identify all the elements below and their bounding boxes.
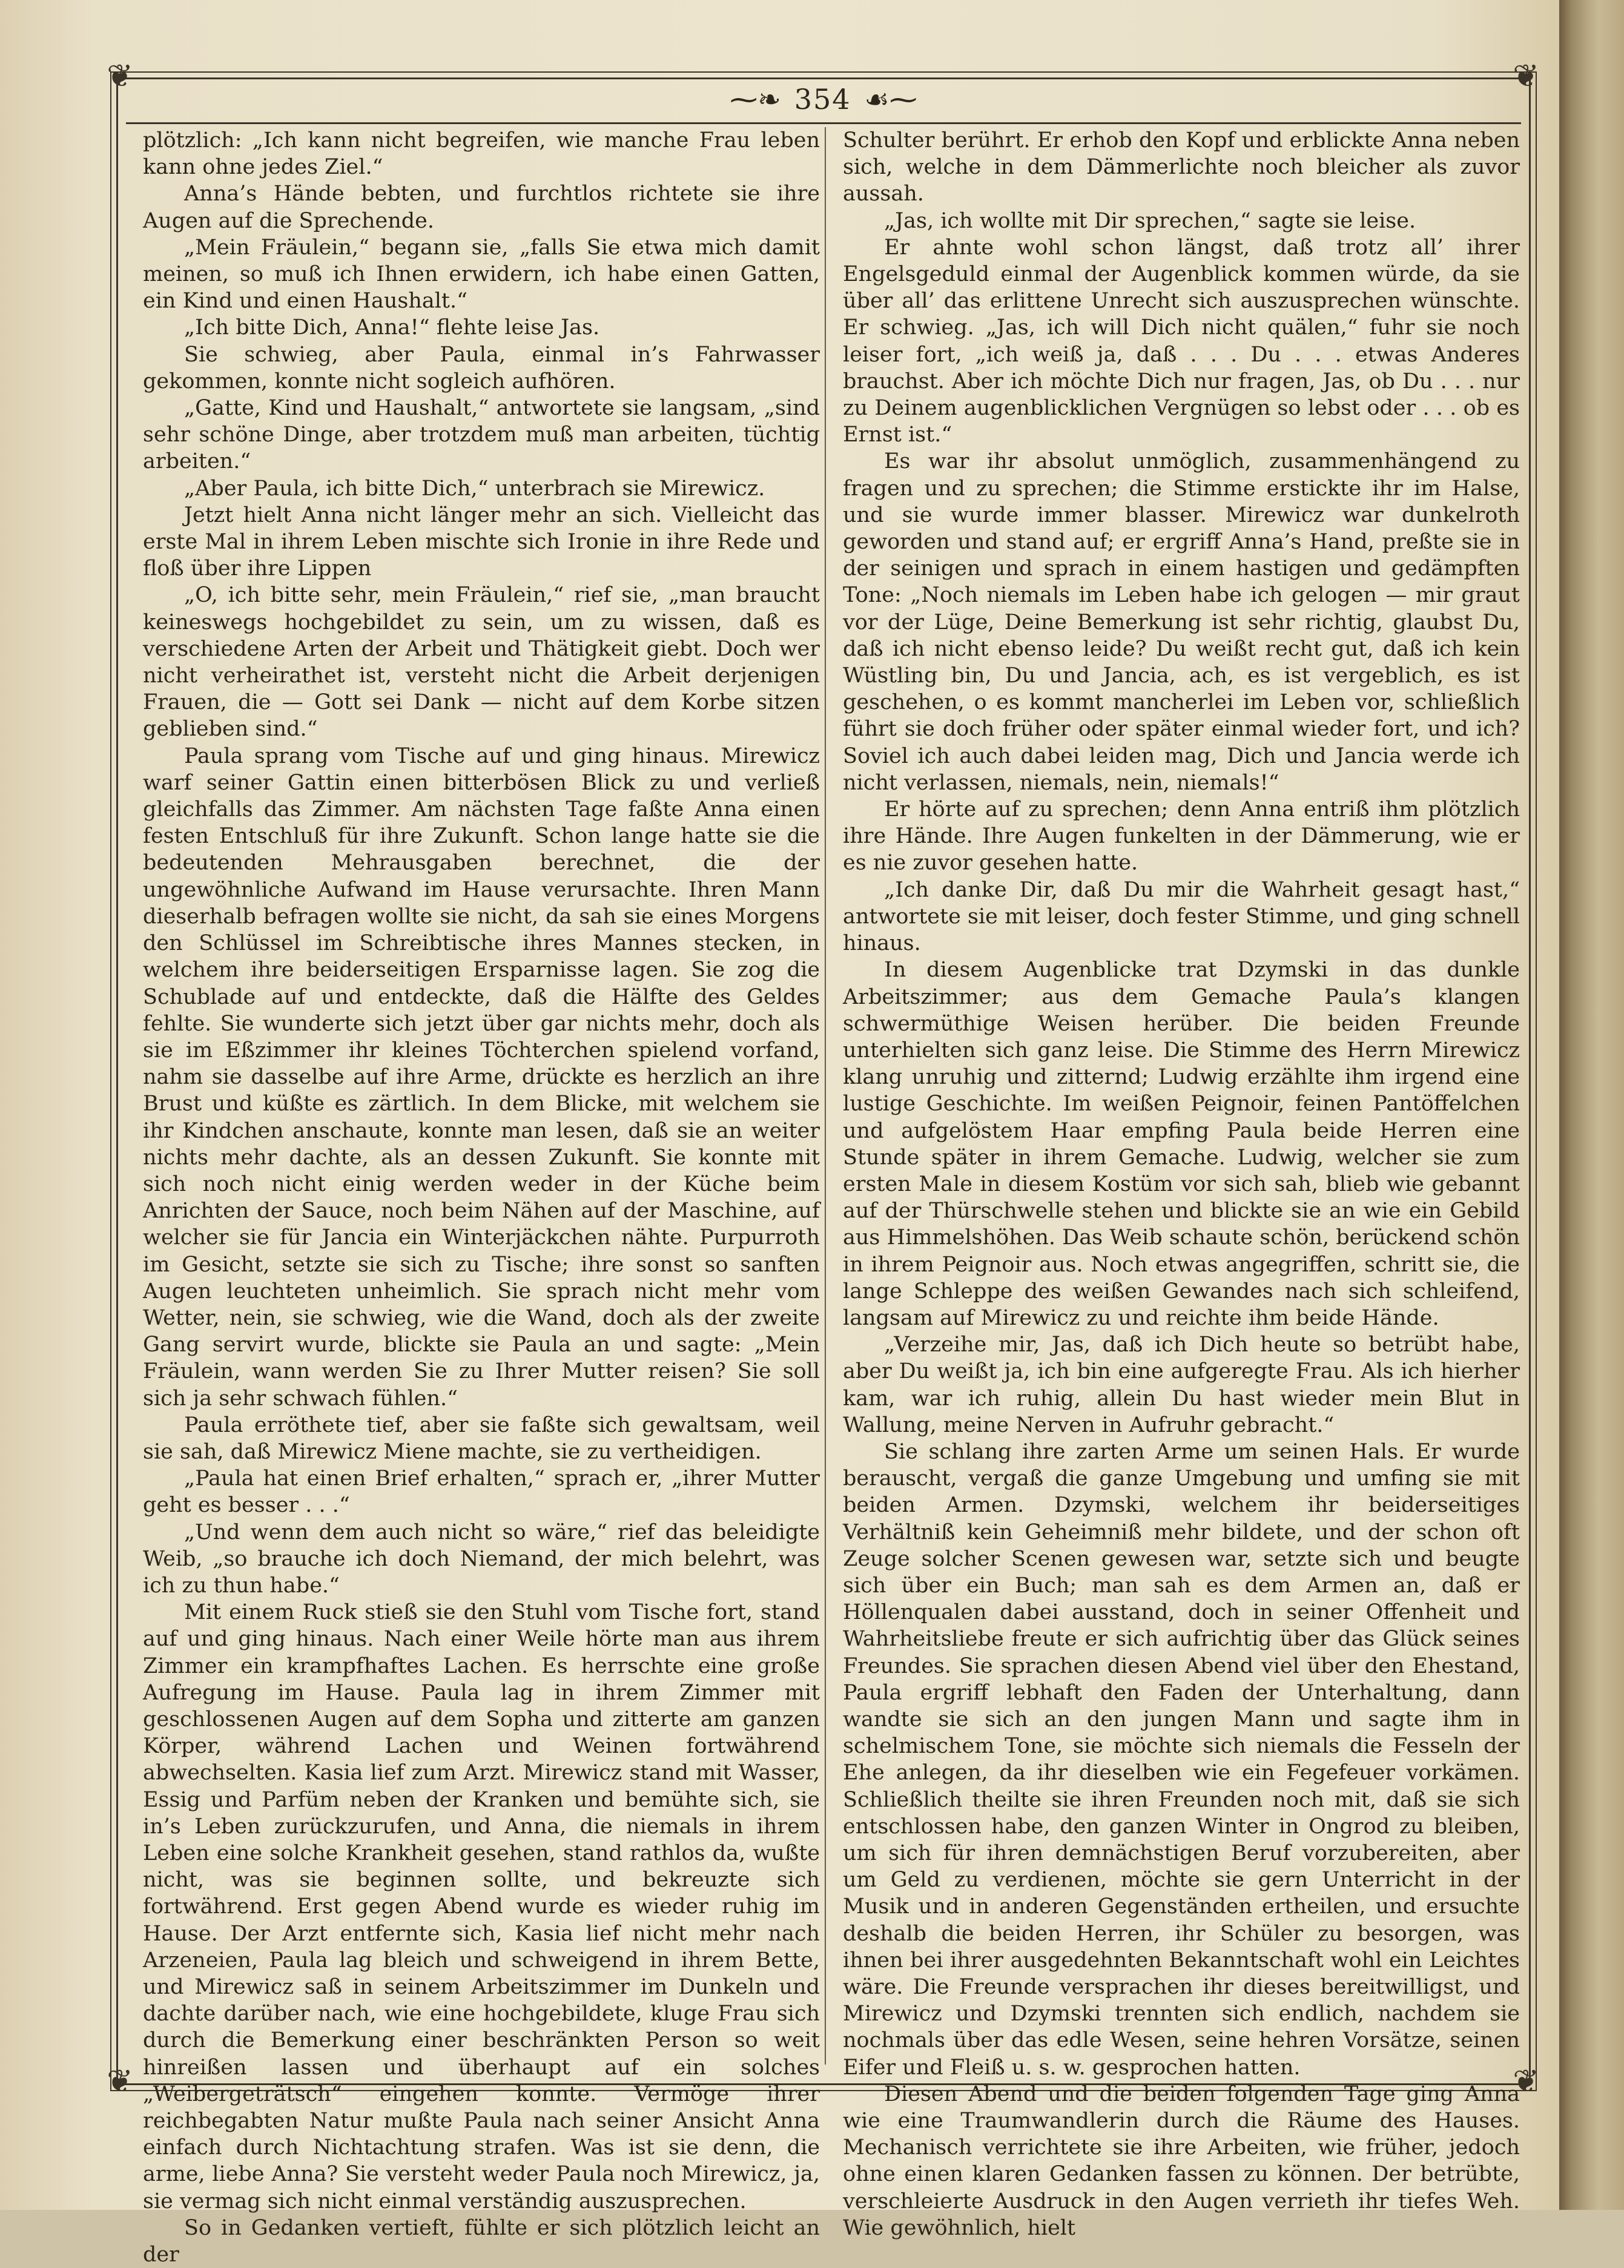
paragraph: Sie schlang ihre zarten Arme um seinen Hals. Er wurde berauscht, vergaß die ganze Umgebung und umfing sie mit beiden Armen. Dzymski, welchem ihr beiderseitiges Verhältniß kein Geheimniß mehr bildete, und der schon oft Zeuge solcher Scenen gewesen war, setzte sich und beugte sich über ein Buch; man sah es dem Armen an, daß er Höllenqualen dabei ausstand, doch in seiner Offenheit und Wahrheitsliebe freute er sich aufrichtig über das Glück seines Freundes. Sie sprachen diesen Abend viel über den Ehestand, Paula ergriff lebhaft den Faden der Unterhaltung, dann wandte sie sich an den jungen Mann und sagte ihm in schelmischem Tone, sie möchte sich niemals die Fesseln der Ehe anlegen, da ihr dieselben wie ein Fegefeuer vorkämen. Schließlich theilte sie ihren Freunden noch mit, daß sie sich entschlossen habe, den ganzen Winter in Ongrod zu bleiben, um sich für ihren demnächstigen Beruf vorzubereiten, aber um Geld zu verdienen, möchte sie gern Unterricht in der Musik und in anderen Gegenständen ertheilen, und ersuchte deshalb die beiden Herren, ihr Schüler zu besorgen, was ihnen bei ihrer ausgedehnten Bekanntschaft wohl ein Leichtes wäre. Die Freunde versprachen ihr dieses bereitwilligst, und Mirewicz und Dzymski trennten sich endlich, nachdem sie nochmals über das edle Wesen, seine hehren Vorsätze, seinen Eifer und Fleiß u. s. w. gesprochen hatten. (843, 1439, 1520, 2080)
paragraph: So in Gedanken vertieft, fühlte er sich plötzlich leicht an der (143, 2215, 820, 2267)
paragraph: „Jas, ich wollte mit Dir sprechen,“ sagte sie leise. (884, 208, 1416, 233)
left-flourish-icon: ⁓❧ (730, 83, 781, 116)
column-divider (825, 127, 826, 2065)
paragraph: Paula erröthete tief, aber sie faßte sich gewaltsam, weil sie sah, daß Mirewicz Miene machte, sie zu vertheidigen. (143, 1413, 820, 1464)
corner-ornament-icon: ❦ (1513, 58, 1539, 94)
paragraph: Sie schwieg, aber Paula, einmal in’s Fahrwasser gekommen, konnte nicht sogleich aufhören. (143, 342, 820, 394)
paragraph: „Verzeihe mir, Jas, daß ich Dich heute so betrübt habe, aber Du weißt ja, ich bin eine aufgeregte Frau. Als ich hierher kam, war ich ruhig, allein Du hast wieder mein Blut in Wallung, meine Nerven in Aufruhr gebracht.“ (843, 1333, 1520, 1437)
paragraph: „Ich bitte Dich, Anna!“ flehte leise Jas. (184, 315, 600, 340)
paragraph: „Mein Fräulein,“ begann sie, „falls Sie etwa mich damit meinen, so muß ich Ihnen erwidern, ich habe einen Gatten, ein Kind und einen Haushalt.“ (143, 235, 820, 314)
corner-ornament-icon: ❦ (1513, 2063, 1539, 2100)
paragraph: Paula sprang vom Tische auf und ging hinaus. Mirewicz warf seiner Gattin einen bitterbösen Blick zu und verließ gleichfalls das Zimmer. Am nächsten Tage faßte Anna einen festen Entschluß für ihre Zukunft. Schon lange hatte sie die bedeutenden Mehrausgaben berechnet, die der ungewöhnliche Aufwand im Hause verursachte. Ihren Mann dieserhalb befragen wollte sie nicht, da sah sie eines Morgens den Schlüssel im Schreibtische ihres Mannes stecken, in welchem ihre beiderseitigen Ersparnisse lagen. Sie zog die Schublade auf und entdeckte, daß die Hälfte des Geldes fehlte. Sie wunderte sich jetzt über gar nichts mehr, doch als sie im Eßzimmer ihr kleines Töchterchen spielend vorfand, nahm sie dasselbe auf ihre Arme, drückte es herzlich an ihre Brust und küßte es zärtlich. In dem Blicke, mit welchem sie ihr Kindchen anschaute, konnte man lesen, daß sie an weiter nichts mehr dachte, als an dessen Zukunft. Sie konnte mit sich noch nicht einig werden weder in der Küche beim Anrichten der Sauce, noch beim Nähen auf der Maschine, auf welcher sie für Jancia ein Winterjäckchen nähte. Purpurroth im Gesicht, setzte sie sich zu Tische; ihre sonst so sanften Augen leuchteten unheimlich. Sie sprach nicht mehr vom Wetter, nein, sie schwieg, wie die Wand, doch als der zweite Gang servirt wurde, blickte sie Paula an und sagte: „Mein Fräulein, wann werden Sie zu Ihrer Mutter reisen? Sie soll sich ja sehr schwach fühlen.“ (143, 743, 820, 1411)
paragraph: „Aber Paula, ich bitte Dich,“ unterbrach sie Mirewicz. (184, 476, 765, 501)
paragraph: Mit einem Ruck stieß sie den Stuhl vom Tische fort, stand auf und ging hinaus. Nach einer Weile hörte man aus ihrem Zimmer ein krampfhaftes Lachen. Es herrschte eine große Aufregung im Hause. Paula lag in ihrem Zimmer mit geschlossenen Augen auf dem Sopha und zitterte am ganzen Körper, während Lachen und Weinen fortwährend abwechselten. Kasia lief zum Arzt. Mirewicz stand mit Wasser, Essig und Parfüm neben der Kranken und bemühte sich, sie in’s Leben zurückzurufen, und Anna, die niemals in ihrem Leben eine solche Krankheit gesehen, stand rathlos da, wußte nicht, was sie beginnen sollte, und bekreuzte sich fortwährend. Erst gegen Abend wurde es wieder ruhig im Hause. Der Arzt entfernte sich, Kasia lief nicht mehr nach Arzeneien, Paula lag bleich und schweigend in ihrem Bette, und Mirewicz saß in seinem Arbeitszimmer im Dunkeln und dachte darüber nach, wie eine hochgebildete, kluge Frau sich durch die Bemerkung einer beschränkten Person so weit hinreißen lassen und überhaupt auf ein solches „Weibergeträtsch“ eingehen konnte. Vermöge ihrer reichbegabten Natur mußte Paula nach seiner Ansicht Anna einfach durch Nichtachtung strafen. Was ist sie denn, die arme, liebe Anna? Sie versteht weder Paula noch Mirewicz, ja, sie vermag sich nicht einmal verständig auszusprechen. (143, 1600, 820, 2214)
paragraph: Er ahnte wohl schon längst, daß trotz all’ ihrer Engelsgeduld einmal der Augenblick kommen würde, da sie über all’ das erlittene Unrecht sich auszusprechen wünschte. Er schwieg. „Jas, ich will Dich nicht quälen,“ fuhr sie noch leiser fort, „ich weiß ja, daß . . . Du . . . etwas Anderes brauchst. Aber ich möchte Dich nur fragen, Jas, ob Du . . . nur zu Deinem augenblicklichen Vergnügen so lebst oder . . . ob es Ernst ist.“ (843, 235, 1520, 447)
paragraph: Diesen Abend und die beiden folgenden Tage ging Anna wie eine Traumwandlerin durch die Räume des Hauses. Mechanisch verrichtete sie ihre Arbeiten, wie früher, jedoch ohne einen klaren Gedanken fassen zu können. Der betrübte, verschleierte Ausdruck in den Augen verrieth ihr tiefes Weh. Wie gewöhnlich, hielt (843, 2082, 1520, 2240)
adjacent-page-edge (1559, 0, 1624, 2210)
right-flourish-icon: ☙⁓ (864, 83, 917, 116)
page-number: 354 (794, 83, 851, 116)
paragraph: Es war ihr absolut unmöglich, zusammenhängend zu fragen und zu sprechen; die Stimme erstickte ihr im Halse, und sie wurde immer blasser. Mirewicz war dunkelroth geworden und stand auf; er ergriff Anna’s Hand, preßte sie in der seinigen und sprach in einem hastigen und gedämpften Tone: „Noch niemals im Leben habe ich gelogen — mir graut vor der Lüge, Deine Bemerkung ist sehr richtig, glaubst Du, daß ich nicht ebenso leide? Du weißt recht gut, daß ich kein Wüstling bin, Du und Jancia, ach, es ist vergeblich, es ist geschehen, o es kommt mancherlei im Leben vor, schließlich führt sie doch früher oder später einmal wieder fort, und ich? Soviel ich auch dabei leiden mag, Dich und Jancia werde ich nicht verlassen, niemals, nein, niemals!“ (843, 449, 1520, 795)
paragraph: „Und wenn dem auch nicht so wäre,“ rief das beleidigte Weib, „so brauche ich doch Niemand, der mich belehrt, was ich zu thun habe.“ (143, 1520, 820, 1598)
paragraph: „Paula hat einen Brief erhalten,“ sprach er, „ihrer Mutter geht es besser . . .“ (143, 1466, 820, 1518)
page-header (116, 77, 1531, 121)
paragraph: Er hörte auf zu sprechen; denn Anna entriß ihm plötzlich ihre Hände. Ihre Augen funkelten in der Dämmerung, wie er es nie zuvor gesehen hatte. (843, 797, 1520, 875)
paragraph: „Ich danke Dir, daß Du mir die Wahrheit gesagt hast,“ antwortete sie mit leiser, doch fester Stimme, und ging schnell hinaus. (843, 877, 1520, 956)
paragraph: In diesem Augenblicke trat Dzymski in das dunkle Arbeitszimmer; aus dem Gemache Paula’s klangen schwermüthige Weisen herüber. Die beiden Freunde unterhielten sich ganz leise. Die Stimme des Herrn Mirewicz klang unruhig und zitternd; Ludwig erzählte ihm irgend eine lustige Geschichte. Im weißen Peignoir, feinen Pantöffelchen und aufgelöstem Haar empfing Paula beide Herren eine Stunde später in ihrem Gemache. Ludwig, welcher sie zum ersten Male in diesem Kostüm vor sich sah, blieb wie gebannt auf der Thürschwelle stehen und blickte sie an wie ein Gebild aus Himmelshöhen. Das Weib schaute schön, berückend schön in ihrem Peignoir aus. Noch etwas angegriffen, schritt sie, die lange Schleppe des weißen Gewandes nach sich schleifend, langsam auf Mirewicz zu und reichte ihm beide Hände. (843, 958, 1520, 1330)
right-column (843, 127, 1520, 2240)
paragraph: Anna’s Hände bebten, und furchtlos richtete sie ihre Augen auf die Sprechende. (143, 182, 820, 233)
corner-ornament-icon: ❦ (107, 58, 133, 94)
paragraph: „Gatte, Kind und Haushalt,“ antwortete sie langsam, „sind sehr schöne Dinge, aber trotzdem muß man arbeiten, tüchtig arbeiten.“ (143, 396, 820, 474)
paragraph: Jetzt hielt Anna nicht länger mehr an sich. Vielleicht das erste Mal in ihrem Leben mischte sich Ironie in ihre Rede und floß über ihre Lippen (143, 503, 820, 581)
paragraph: „O, ich bitte sehr, mein Fräulein,“ rief sie, „man braucht keineswegs hochgebildet zu sein, um zu wissen, daß es verschiedene Arten der Arbeit und Thätigkeit giebt. Doch wer nicht verheirathet ist, versteht nicht die Arbeit derjenigen Frauen, die — Gott sei Dank — nicht auf dem Korbe sitzen geblieben sind.“ (143, 583, 820, 742)
left-column (143, 127, 820, 2267)
paragraph: Schulter berührt. Er erhob den Kopf und erblickte Anna neben sich, welche in dem Dämmerlichte noch bleicher als zuvor aussah. (843, 128, 1520, 206)
header-rule (126, 122, 1521, 124)
corner-ornament-icon: ❦ (107, 2063, 133, 2100)
paragraph: plötzlich: „Ich kann nicht begreifen, wie manche Frau leben kann ohne jedes Ziel.“ (143, 128, 820, 180)
